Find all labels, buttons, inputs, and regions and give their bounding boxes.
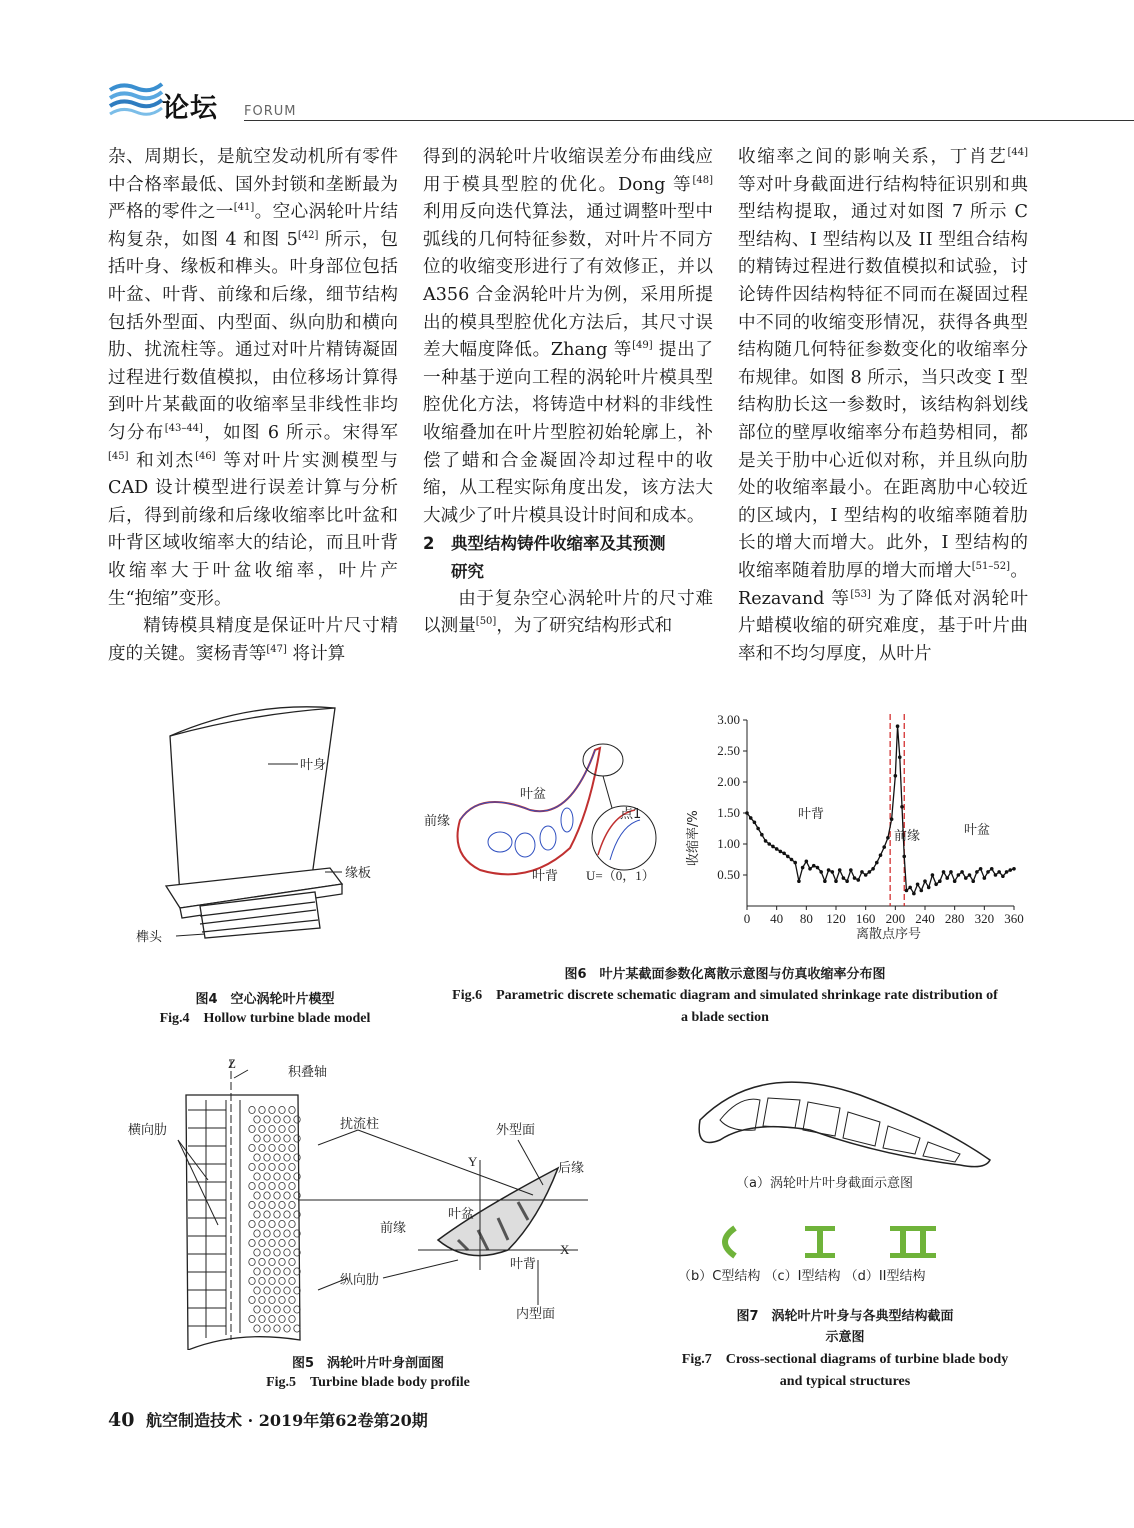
suction-side-label: 叶背 [532, 869, 559, 884]
page-number: 40 [108, 1409, 135, 1431]
shrinkage-data-point [801, 866, 805, 870]
shrinkage-data-point [994, 873, 998, 877]
stacking-axis-label: 积叠轴 [288, 1065, 328, 1080]
x-axis-label: X [560, 1242, 570, 1257]
shrinkage-data-point [1001, 874, 1005, 878]
shrinkage-data-point [764, 839, 768, 843]
shrinkage-data-point [749, 816, 753, 820]
shrinkage-data-point [949, 870, 953, 874]
figure-5-blade-profile [118, 1050, 618, 1350]
shrinkage-data-point [983, 876, 987, 880]
shrinkage-data-point [879, 853, 883, 857]
header-rule [244, 120, 1134, 121]
shrinkage-data-point [823, 879, 827, 883]
ii-structure-icon [890, 1226, 936, 1258]
shrinkage-data-point [916, 883, 920, 887]
paragraph: 杂、周期长，是航空发动机所有零件中合格率最低、国外封锁和垄断最为严格的零件之一[41]。空心涡轮叶片结构复杂，如图 4 和图 5[42] 所示，包括叶身、缘板和榫头。叶身部位包括叶盆、叶背、前缘和后缘，细节结构包括外型面、内型面、纵向肋和横向肋、扰流柱等。通过对叶片精铸凝固过程进行数值模拟，由位移场计算得到叶片某截面的收缩率呈非线性非均匀分布[43–44]，如图 6 所示。宋得军[45] 和刘杰[46] 等对叶片实测模型与 CAD 设计模型进行误差计算与分析后，得到前缘和后缘收缩率比叶盆和叶背区域收缩率大的结论，而且叶背收缩率大于叶盆收缩率，叶片产生“抱缩”变形。 [108, 147, 399, 609]
y-axis-label: Y [468, 1154, 478, 1169]
fig7-caption-cn-1: 图7 涡轮叶片叶身与各典型结构截面 [736, 1309, 954, 1324]
shrinkage-data-point [886, 836, 890, 840]
y-tick-label: 0.50 [717, 867, 740, 882]
shrinkage-data-point [827, 868, 831, 872]
root-label: 榫头 [136, 930, 163, 945]
text-column-2 [423, 144, 713, 641]
page-header [108, 78, 1134, 124]
shrinkage-data-point [864, 873, 868, 877]
shrinkage-data-point [756, 827, 760, 831]
y-tick-label: 1.00 [717, 836, 740, 851]
fig5-caption-cn: 图5 涡轮叶片叶身剖面图 [291, 1356, 445, 1371]
shrinkage-data-point [902, 855, 906, 859]
fig6-caption-cn: 图6 叶片某截面参数化离散示意图与仿真收缩率分布图 [564, 967, 886, 982]
shrinkage-data-point [805, 860, 809, 864]
chart-series [745, 724, 1016, 895]
shrinkage-data-point [945, 876, 949, 880]
shrinkage-data-point [896, 724, 900, 728]
x-tick-label: 160 [855, 911, 876, 926]
section-title: 论坛 [162, 93, 218, 124]
shrinkage-data-point [960, 870, 964, 874]
fig7a-label: （a）涡轮叶片叶身截面示意图 [736, 1176, 913, 1191]
shrinkage-data-point [997, 870, 1001, 874]
shrinkage-data-point [790, 858, 794, 862]
pressure-side-label: 叶盆 [520, 787, 547, 802]
shrinkage-data-point [894, 774, 898, 778]
c-structure-icon [725, 1228, 735, 1256]
i-structure-icon [805, 1226, 835, 1258]
x-tick-label: 80 [799, 911, 813, 926]
shrinkage-data-point [849, 868, 853, 872]
suction-side-label: 叶背 [510, 1257, 537, 1272]
chart-axes [747, 714, 1014, 906]
figure-7-structures [660, 1060, 1030, 1300]
shrinkage-series-line [747, 726, 1014, 893]
shrinkage-data-point [934, 883, 938, 887]
paragraph: 由于复杂空心涡轮叶片的尺寸难以测量[50]，为了研究结构形式和 [423, 588, 713, 637]
shrinkage-data-point [1008, 868, 1012, 872]
shrinkage-data-point [845, 879, 849, 883]
chart-ticks [717, 712, 1024, 926]
shrinkage-data-point [793, 861, 797, 865]
x-tick-label: 120 [826, 911, 846, 926]
x-tick-label: 360 [1004, 911, 1024, 926]
shrinkage-data-point [860, 870, 864, 874]
point-1-label: 点1 [620, 807, 642, 822]
u-range-label: U=（0，1） [586, 868, 655, 883]
shrinkage-data-point [942, 870, 946, 874]
fig6-caption-en-2: a blade section [681, 1010, 769, 1025]
shrinkage-data-point [760, 833, 764, 837]
shrinkage-data-point [1005, 870, 1009, 874]
z-axis-label: Z [228, 1056, 236, 1071]
shrinkage-data-point [842, 876, 846, 880]
leading-edge-label: 前缘 [380, 1221, 407, 1236]
shrinkage-data-point [782, 852, 786, 856]
y-tick-label: 2.50 [717, 743, 740, 758]
y-tick-label: 1.50 [717, 805, 740, 820]
shrinkage-data-point [775, 847, 779, 851]
transverse-rib-label: 横向肋 [128, 1123, 168, 1138]
y-tick-label: 2.00 [717, 774, 740, 789]
shrinkage-data-point [964, 876, 968, 880]
shrinkage-data-point [871, 867, 875, 871]
section-heading: 2 典型结构铸件收缩率及其预测 研究 [423, 534, 666, 581]
shrinkage-data-point [975, 870, 979, 874]
leading-edge-label: 前缘 [424, 814, 451, 829]
shrinkage-data-point [753, 821, 757, 825]
text-column-1 [108, 144, 398, 668]
chart-annotation-pressure: 叶盆 [964, 823, 991, 838]
shrinkage-data-point [830, 870, 834, 874]
paragraph: 精铸模具精度是保证叶片尺寸精度的关键。窦杨青等[47] 将计算 [108, 616, 398, 664]
shrinkage-data-point [927, 886, 931, 890]
fig7-caption-cn-2: 示意图 [825, 1330, 865, 1345]
text-column-3 [738, 144, 1028, 668]
chart-ylabel: 收缩率/% [686, 810, 701, 866]
shrinkage-data-point [923, 879, 927, 883]
longitudinal-rib-label: 纵向肋 [340, 1273, 380, 1288]
shrinkage-data-point [797, 879, 801, 883]
figure-6-shrinkage-chart [680, 706, 1040, 950]
figure-4-blade-model [120, 696, 420, 986]
x-tick-label: 40 [770, 911, 784, 926]
shrinkage-data-point [838, 868, 842, 872]
x-tick-label: 320 [974, 911, 995, 926]
shrinkage-data-point [812, 864, 816, 868]
shrinkage-data-point [875, 861, 879, 865]
shrinkage-data-point [953, 879, 957, 883]
shrinkage-data-point [971, 879, 975, 883]
shrinkage-data-point [957, 873, 961, 877]
pressure-side-label: 叶盆 [448, 1207, 475, 1222]
trailing-edge-label: 后缘 [558, 1161, 585, 1176]
shrinkage-data-point [900, 805, 904, 809]
fig4-caption-en: Fig.4 Hollow turbine blade model [159, 1011, 371, 1026]
shrinkage-data-point [990, 867, 994, 871]
y-tick-label: 3.00 [717, 712, 740, 727]
shrinkage-data-point [912, 892, 916, 896]
shrinkage-data-point [938, 879, 942, 883]
figure-6-section-schematic [420, 730, 680, 900]
x-tick-label: 280 [944, 911, 965, 926]
shrinkage-data-point [890, 817, 894, 821]
shrinkage-data-point [853, 876, 857, 880]
fig7-caption-en-1: Fig.7 Cross-sectional diagrams of turbine blade body [681, 1352, 1009, 1367]
shrinkage-data-point [868, 870, 872, 874]
shrinkage-data-point [919, 889, 923, 893]
shrinkage-data-point [808, 867, 812, 871]
shrinkage-data-point [968, 873, 972, 877]
x-tick-label: 0 [743, 911, 751, 926]
shrinkage-data-point [882, 845, 886, 849]
shrinkage-data-point [834, 879, 838, 883]
chart-annotation-leading: 前缘 [894, 829, 921, 844]
shrinkage-data-point [905, 889, 909, 893]
shrinkage-data-point [986, 870, 990, 874]
shrinkage-data-point [745, 811, 749, 815]
pin-fin-label: 扰流柱 [340, 1117, 380, 1132]
platform-label: 缘板 [345, 866, 372, 881]
x-tick-label: 200 [885, 911, 906, 926]
shrinkage-data-point [779, 850, 783, 854]
fig5-caption-en: Fig.5 Turbine blade body profile [266, 1375, 470, 1390]
page-footer [108, 1408, 428, 1431]
section-title-en: FORUM [244, 104, 297, 119]
shrinkage-data-point [1012, 867, 1016, 871]
blade-body-label: 叶身 [300, 758, 327, 773]
wave-logo-icon [108, 78, 164, 118]
fig7-caption-en-2: and typical structures [779, 1374, 911, 1389]
fig6-caption-en-1: Fig.6 Parametric discrete schematic diagram and simulated shrinkage rate distribution of [452, 988, 998, 1003]
outer-profile-label: 外型面 [496, 1123, 536, 1138]
chart-xlabel: 离散点序号 [856, 927, 922, 942]
shrinkage-data-point [931, 873, 935, 877]
shrinkage-data-point [786, 855, 790, 859]
shrinkage-data-point [816, 866, 820, 870]
paragraph: 得到的涡轮叶片收缩误差分布曲线应用于模具型腔的优化。Dong 等[48] 利用反向迭代算法，通过调整叶型中弧线的几何特征参数，对叶片不同方位的收缩变形进行了有效修正，并以 A356 合金涡轮叶片为例，采用所提出的模具型腔优化方法后，其尺寸误差大幅度降低。Zhang 等[49] 提出了一种基于逆向工程的涡轮叶片模具型腔优化方法，将铸造中材料的非线性收缩叠加在叶片型腔初始轮廓上，补偿了蜡和合金凝固冷却过程中的收缩，从工程实际角度出发，该方法大大减少了叶片模具设计时间和成本。 [423, 147, 714, 526]
shrinkage-data-point [767, 842, 771, 846]
paragraph: 收缩率之间的影响关系，丁肖艺[44] 等对叶身截面进行结构特征识别和典型结构提取，通过对如图 7 所示 C 型结构、I 型结构以及 II 型组合结构的精铸过程进行数值模拟和试验，讨论铸件因结构特征不同而在凝固过程中不同的收缩变形情况，获得各典型结构随几何特征参数变化的收缩率分布规律。如图 8 所示，当只改变 I 型结构肋长这一参数时，该结构斜划线部位的壁厚收缩率分布趋势相同，都是关于肋中心近似对称，并且纵向肋处的收缩率最小。在距离肋中心较近的区域内，I 型结构的收缩率随着肋长的增大而增大。此外，I 型结构的收缩率随着肋厚的增大而增大[51–52]。Rezavand 等[53] 为了降低对涡轮叶片蜡模收缩的研究难度，基于叶片曲率和不均匀厚度，从叶片 [738, 147, 1028, 664]
shrinkage-data-point [819, 870, 823, 874]
shrinkage-data-point [979, 867, 983, 871]
fig4-caption-cn: 图4 空心涡轮叶片模型 [195, 992, 335, 1007]
fig7bcd-label: （b）C型结构 （c）I型结构 （d）II型结构 [678, 1269, 926, 1284]
journal-info: 航空制造技术 · 2019年第62卷第20期 [146, 1411, 428, 1430]
shrinkage-data-point [908, 886, 912, 890]
shrinkage-data-point [771, 845, 775, 849]
shrinkage-data-point [856, 878, 860, 882]
inner-profile-label: 内型面 [516, 1307, 556, 1322]
x-tick-label: 240 [915, 911, 935, 926]
chart-annotation-suction: 叶背 [798, 807, 825, 822]
shrinkage-data-point [898, 755, 902, 759]
